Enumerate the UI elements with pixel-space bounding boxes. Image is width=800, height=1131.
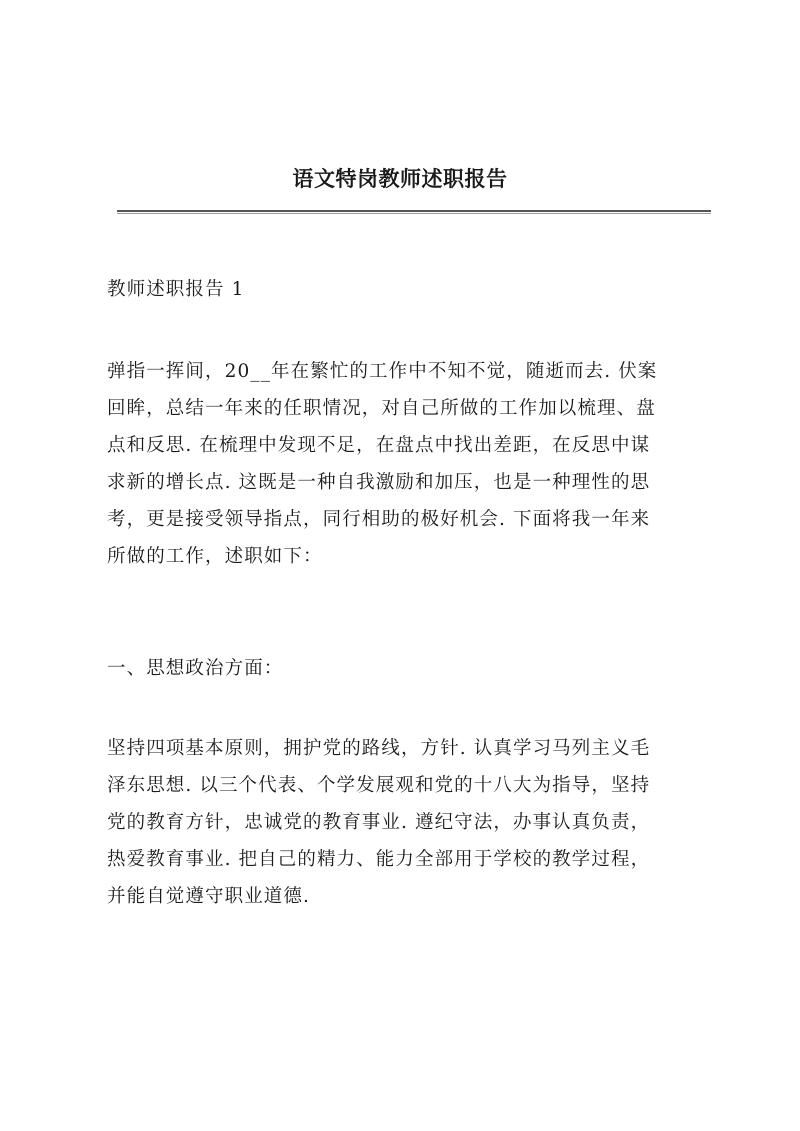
paragraph-line: 坚持四项基本原则，拥护党的路线，方针. 认真学习马列主义毛 (107, 738, 651, 759)
paragraph-line: 考，更是接受领导指点，同行相助的极好机会. 下面将我一年来 (107, 509, 651, 530)
paragraph-line: 求新的增长点. 这既是一种自我激励和加压，也是一种理性的思 (107, 472, 651, 493)
paragraph-line: 热爱教育事业. 把自己的精力、能力全部用于学校的教学过程， (107, 849, 651, 870)
title-divider-thin (117, 213, 711, 214)
politics-paragraph (107, 730, 713, 915)
paragraph-line: 党的教育方针，忠诚党的教育事业. 遵纪守法，办事认真负责， (107, 812, 651, 833)
paragraph-line: 弹指一挥间，20__年在繁忙的工作中不知不觉，随逝而去. 伏案 (107, 361, 658, 382)
paragraph-line: 点和反思. 在梳理中发现不足，在盘点中找出差距，在反思中谋 (107, 435, 651, 456)
paragraph-line: 并能自觉遵守职业道德. (107, 886, 310, 907)
section-heading-politics: 一、思想政治方面： (107, 658, 284, 679)
document-title: 语文特岗教师述职报告 (292, 166, 508, 191)
report-subtitle: 教师述职报告 1 (107, 279, 245, 300)
paragraph-line: 泽东思想. 以三个代表、个学发展观和党的十八大为指导，坚持 (107, 775, 651, 796)
intro-paragraph (107, 353, 713, 575)
paragraph-line: 回眸，总结一年来的任职情况，对自己所做的工作加以梳理、盘 (107, 398, 656, 419)
paragraph-line: 所做的工作，述职如下： (107, 546, 323, 567)
title-divider (117, 210, 711, 212)
